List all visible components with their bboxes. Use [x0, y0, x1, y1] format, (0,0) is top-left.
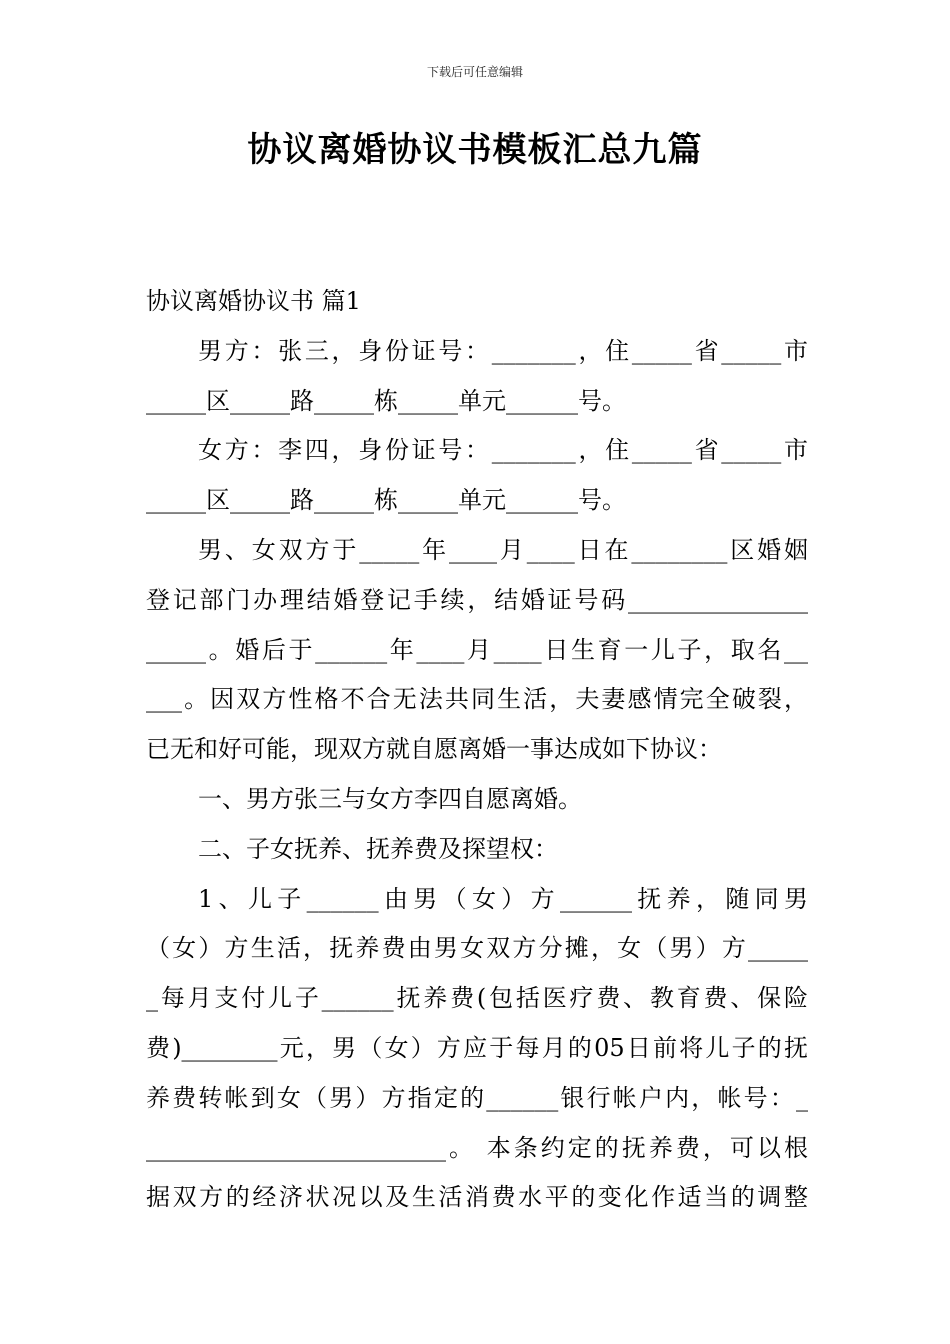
- text-line: 已无和好可能，现双方就自愿离婚一事达成如下协议：: [146, 735, 722, 764]
- text-line: _每月支付儿子______抚养费(包括医疗费、教育费、保险: [146, 984, 808, 1013]
- section-heading: 协议离婚协议书 篇1: [146, 287, 361, 315]
- text-line: 女方：李四，身份证号：_______，住_____省_____市: [198, 436, 808, 465]
- text-line: 男方：张三，身份证号：_______，住_____省_____市: [198, 336, 808, 365]
- text-line: 男、女双方于_____年____月____日在________区婚姻: [198, 535, 808, 564]
- header-note: 下载后可任意编辑: [426, 65, 523, 79]
- text-line: 二、子女抚养、抚养费及探望权：: [198, 834, 558, 863]
- text-line: _____区_____路_____栋_____单元______号。: [146, 386, 626, 415]
- text-line: 一、男方张三与女方李四自愿离婚。: [198, 784, 582, 813]
- text-line: 养费转帐到女（男）方指定的______银行帐户内，帐号：_: [146, 1083, 808, 1112]
- text-line: 费)________元，男（女）方应于每月的05日前将儿子的抚: [146, 1033, 808, 1062]
- text-line: _________________________。 本条约定的抚养费，可以根: [146, 1133, 808, 1162]
- text-line: 据双方的经济状况以及生活消费水平的变化作适当的调整: [146, 1183, 808, 1212]
- text-line: 1、儿子______由男（女）方______抚养，随同男: [198, 884, 808, 913]
- text-line: ___。因双方性格不合无法共同生活，夫妻感情完全破裂，: [146, 685, 808, 714]
- text-line: 登记部门办理结婚登记手续，结婚证号码_______________: [146, 585, 808, 614]
- text-line: _____。婚后于______年____月____日生育一儿子，取名__: [146, 635, 808, 664]
- text-line: _____区_____路_____栋_____单元______号。: [146, 486, 626, 515]
- document-title: 协议离婚协议书模板汇总九篇: [247, 130, 703, 170]
- document-body: [146, 277, 808, 1223]
- text-line: （女）方生活，抚养费由男女双方分摊，女（男）方_____: [146, 934, 808, 963]
